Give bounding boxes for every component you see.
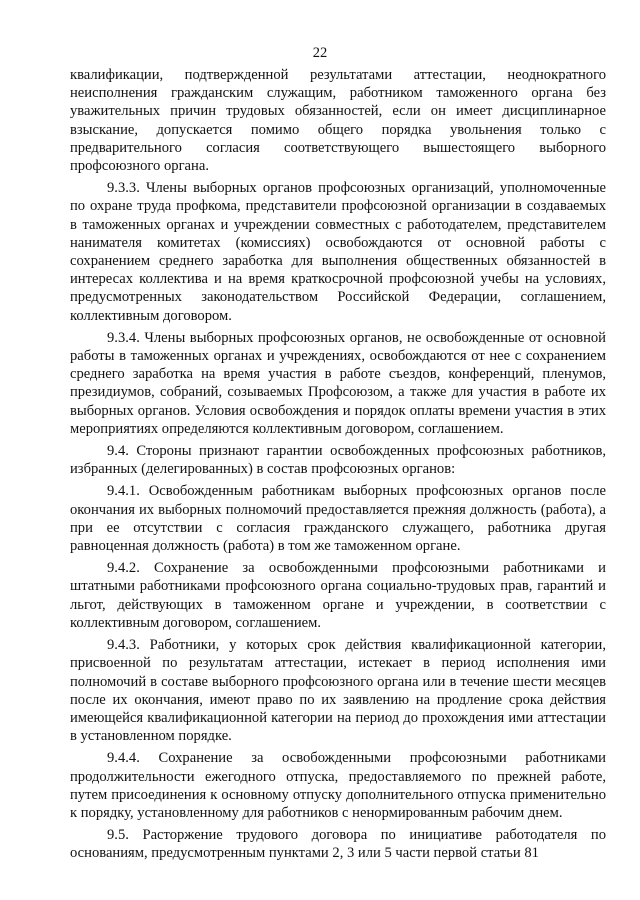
paragraph-9-3-4: 9.3.4. Члены выборных профсоюзных органов, не освобожденные от основной работы в таможенных органах и учреждениях, освобождаются от нее с сохранением среднего заработка на время участия в работе съездов, конференций, пленумов, президиумов, собраний, созываемых Профсоюзом, а также для участия в работе их выборных органов. Условия освобождения и порядок оплаты времени участия в этих мероприятиях определяются коллективным договором, соглашением. <box>70 329 606 437</box>
paragraph-9-4: 9.4. Стороны признают гарантии освобожденных профсоюзных работников, избранных (делегированных) в состав профсоюзных органов: <box>70 443 606 478</box>
document-body <box>70 66 606 863</box>
paragraph-9-4-1: 9.4.1. Освобожденным работникам выборных профсоюзных органов после окончания их выборных полномочий предоставляется прежняя должность (работа), а при ее отсутствии с согласия гражданского служащего, работника другая равноценная должность (работа) в том же таможенном органе. <box>70 483 606 555</box>
page-number: 22 <box>312 45 328 61</box>
paragraph-continuation: квалификации, подтвержденной результатами аттестации, неоднократного неисполнения гражданским служащим, работником таможенного органа без уважительных причин трудовых обязанностей, если он имеет дисциплинарное взыскание, допускается помимо общего порядка увольнения только с предварительного согласия соответствующего вышестоящего выборного профсоюзного органа. <box>70 67 606 175</box>
paragraph-9-4-2: 9.4.2. Сохранение за освобожденными профсоюзными работниками и штатными работниками профсоюзного органа социально-трудовых прав, гарантий и льгот, действующих в таможенном органе и учреждении, в соответствии с коллективным договором, соглашением. <box>70 560 606 631</box>
paragraph-9-5: 9.5. Расторжение трудового договора по инициативе работодателя по основаниям, предусмотренным пунктами 2, 3 или 5 части первой статьи 81 <box>70 827 606 862</box>
paragraph-9-4-4: 9.4.4. Сохранение за освобожденными профсоюзными работниками продолжительности ежегодного отпуска, предоставляемого по прежней работе, путем присоединения к основному отпуску дополнительного отпуска применительно к порядку, установленному для работников с ненормированным рабочим днем. <box>70 750 606 821</box>
paragraph-9-4-3: 9.4.3. Работники, у которых срок действия квалификационной категории, присвоенной по результатам аттестации, истекает в период исполнения ими полномочий в составе выборного профсоюзного органа или в течение шести месяцев после их окончания, имеют право по их заявлению на продление срока действия имеющейся квалификационной категории на период до прохождения ими аттестации в установленном порядке. <box>70 637 606 745</box>
paragraph-9-3-3: 9.3.3. Члены выборных органов профсоюзных организаций, уполномоченные по охране труда профкома, представители профсоюзной организации в создаваемых в таможенных органах и учреждении совместных с работодателем, представителем нанимателя комитетах (комиссиях) освобождаются от основной работы с сохранением среднего заработка для выполнения общественных обязанностей в интересах коллектива и на время краткосрочной профсоюзной учебы на условиях, предусмотренных законодательством Российской Федерации, соглашением, коллективным договором. <box>70 180 606 324</box>
